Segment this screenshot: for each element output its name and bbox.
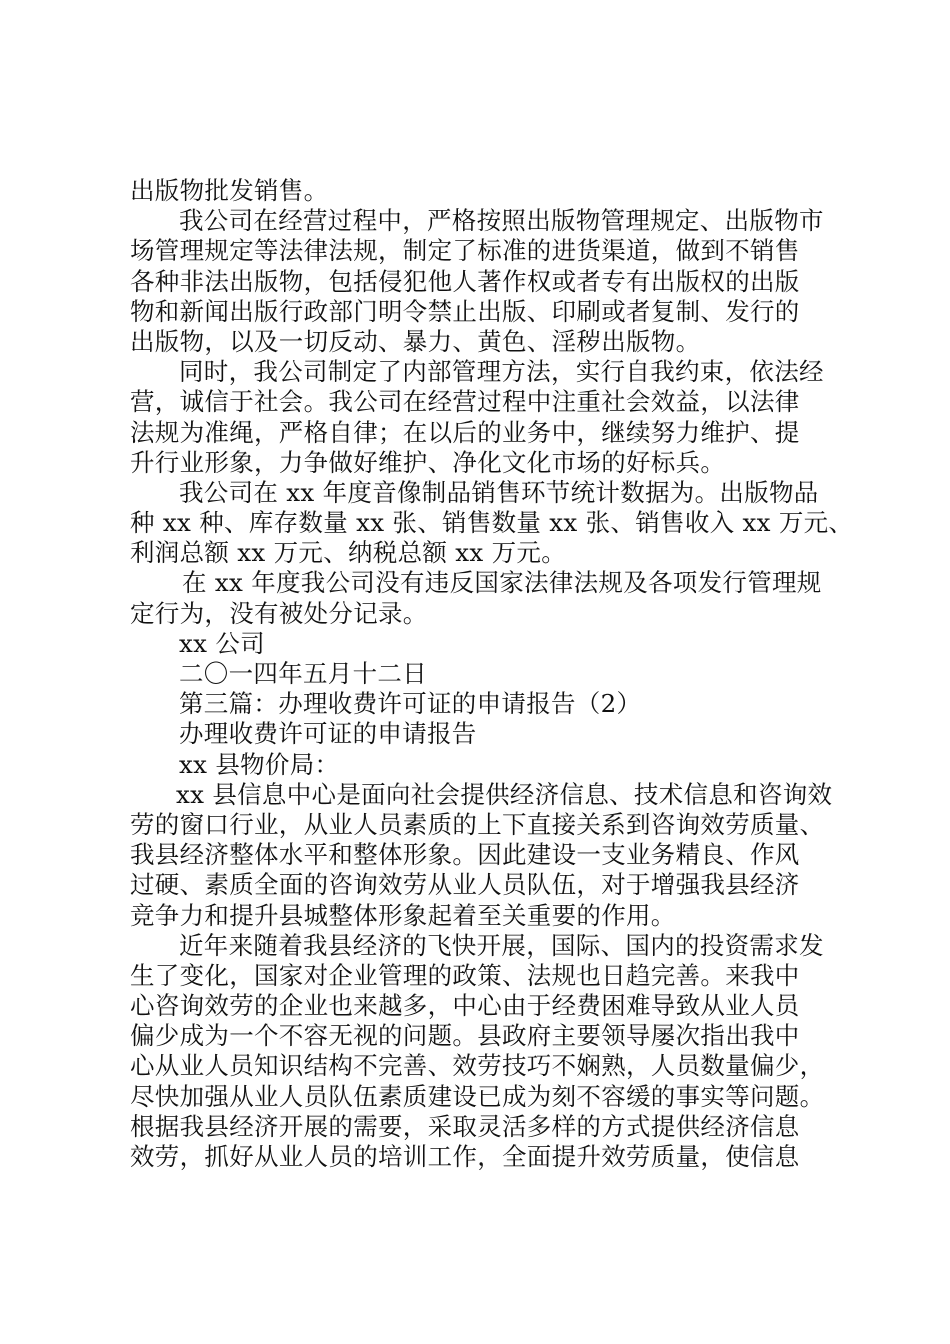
text-line: 营，诚信于社会。我公司在经营过程中注重社会效益，以法律 (130, 387, 800, 417)
text-line: xx 县信息中心是面向社会提供经济信息、技术信息和咨询效 (176, 779, 833, 809)
text-line: 利润总额 xx 万元、纳税总额 xx 万元。 (130, 538, 567, 568)
text-line: 我公司在经营过程中，严格按照出版物管理规定、出版物市 (179, 206, 824, 236)
text-line: 场管理规定等法律法规，制定了标准的进货渠道，做到不销售 (130, 236, 800, 266)
text-line: 二〇一四年五月十二日 (179, 659, 427, 688)
text-line: 我县经济整体水平和整体形象。因此建设一支业务精良、作风 (130, 840, 800, 870)
text-line: 同时，我公司制定了内部管理方法，实行自我约束，依法经 (179, 357, 824, 387)
text-line: 过硬、素质全面的咨询效劳从业人员队伍，对于增强我县经济 (130, 870, 800, 900)
text-line: 办理收费许可证的申请报告 (179, 719, 477, 749)
text-line: 劳的窗口行业，从业人员素质的上下直接关系到咨询效劳质量、 (130, 809, 825, 839)
text-line: 出版物批发销售。 (130, 176, 329, 205)
text-line: 在 xx 年度我公司没有违反国家法律法规及各项发行管理规 (182, 568, 822, 598)
text-line: 竞争力和提升县城整体形象起着至关重要的作用。 (130, 900, 676, 930)
text-line: 我公司在 xx 年度音像制品销售环节统计数据为。出版物品 (179, 477, 819, 507)
text-line: 物和新闻出版行政部门明令禁止出版、印刷或者复制、发行的 (130, 296, 800, 326)
text-line: 心从业人员知识结构不完善、效劳技巧不娴熟，人员数量偏少， (130, 1051, 825, 1081)
text-line: 尽快加强从业人员队伍素质建设已成为刻不容缓的事实等问题。 (130, 1081, 825, 1111)
text-line: 偏少成为一个不容无视的问题。县政府主要领导屡次指出我中 (130, 1021, 800, 1051)
text-line: 效劳，抓好从业人员的培训工作，全面提升效劳质量，使信息 (130, 1142, 800, 1171)
text-line: 近年来随着我县经济的飞快开展，国际、国内的投资需求发 (179, 930, 824, 960)
text-line: 根据我县经济开展的需要，采取灵活多样的方式提供经济信息 (130, 1111, 800, 1141)
text-line: 法规为准绳，严格自律；在以后的业务中，继续努力维护、提 (130, 417, 800, 447)
text-line: 定行为，没有被处分记录。 (130, 598, 428, 628)
text-line: 种 xx 种、库存数量 xx 张、销售数量 xx 张、销售收入 xx 万元、 (130, 508, 854, 538)
text-line: xx 县物价局： (179, 749, 340, 779)
text-line: 第三篇：办理收费许可证的申请报告（2） (179, 689, 642, 719)
text-line: 出版物，以及一切反动、暴力、黄色、淫秽出版物。 (130, 326, 701, 356)
document-body (130, 176, 854, 1172)
text-line: 各种非法出版物，包括侵犯他人著作权或者专有出版权的出版 (130, 266, 800, 296)
text-line: 心咨询效劳的企业也来越多，中心由于经费困难导致从业人员 (130, 991, 800, 1021)
text-line: xx 公司 (179, 628, 265, 658)
text-line: 生了变化，国家对企业管理的政策、法规也日趋完善。来我中 (130, 960, 800, 990)
text-line: 升行业形象，力争做好维护、净化文化市场的好标兵。 (130, 447, 726, 477)
